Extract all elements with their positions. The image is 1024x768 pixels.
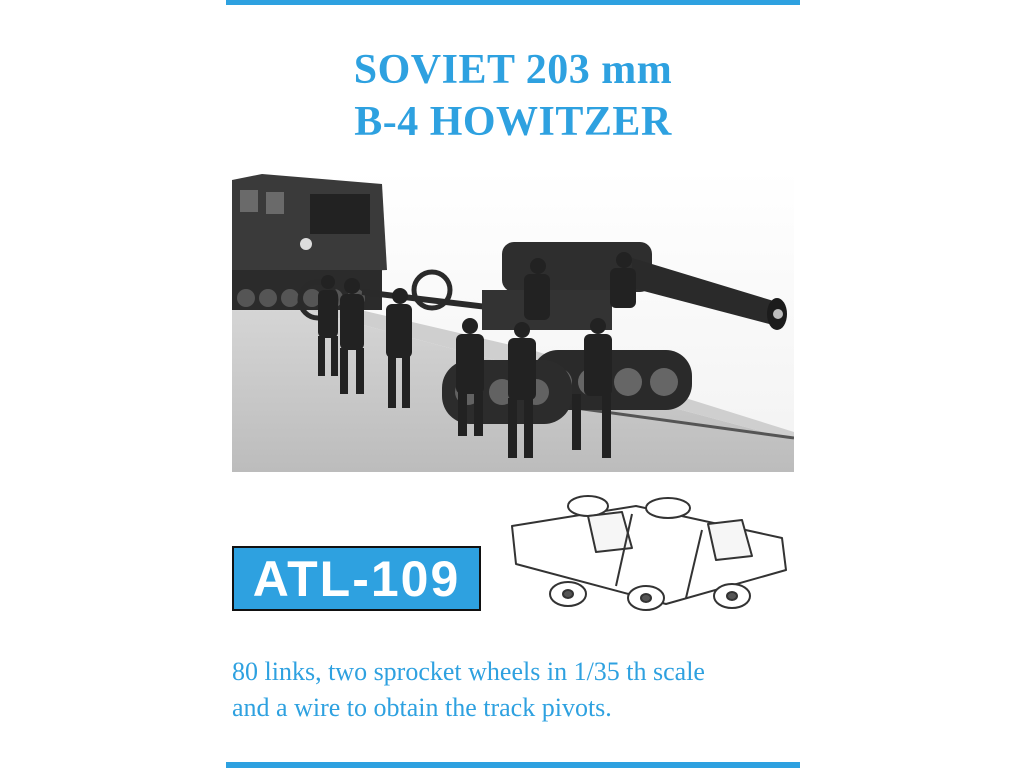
description-line-1: 80 links, two sprocket wheels in 1/35 th scale bbox=[232, 657, 705, 686]
product-description bbox=[232, 654, 800, 726]
track-links-illustration bbox=[496, 486, 796, 618]
howitzer-photo bbox=[232, 170, 794, 472]
title-line-2: B-4 HOWITZER bbox=[354, 99, 672, 145]
description-line-2: and a wire to obtain the track pivots. bbox=[232, 693, 612, 722]
bottom-rule bbox=[226, 762, 800, 768]
product-code: ATL-109 bbox=[252, 550, 461, 607]
product-code-badge bbox=[232, 546, 481, 611]
title-line-1: SOVIET 203 mm bbox=[353, 47, 673, 93]
product-title bbox=[226, 44, 800, 148]
top-rule bbox=[226, 0, 800, 5]
